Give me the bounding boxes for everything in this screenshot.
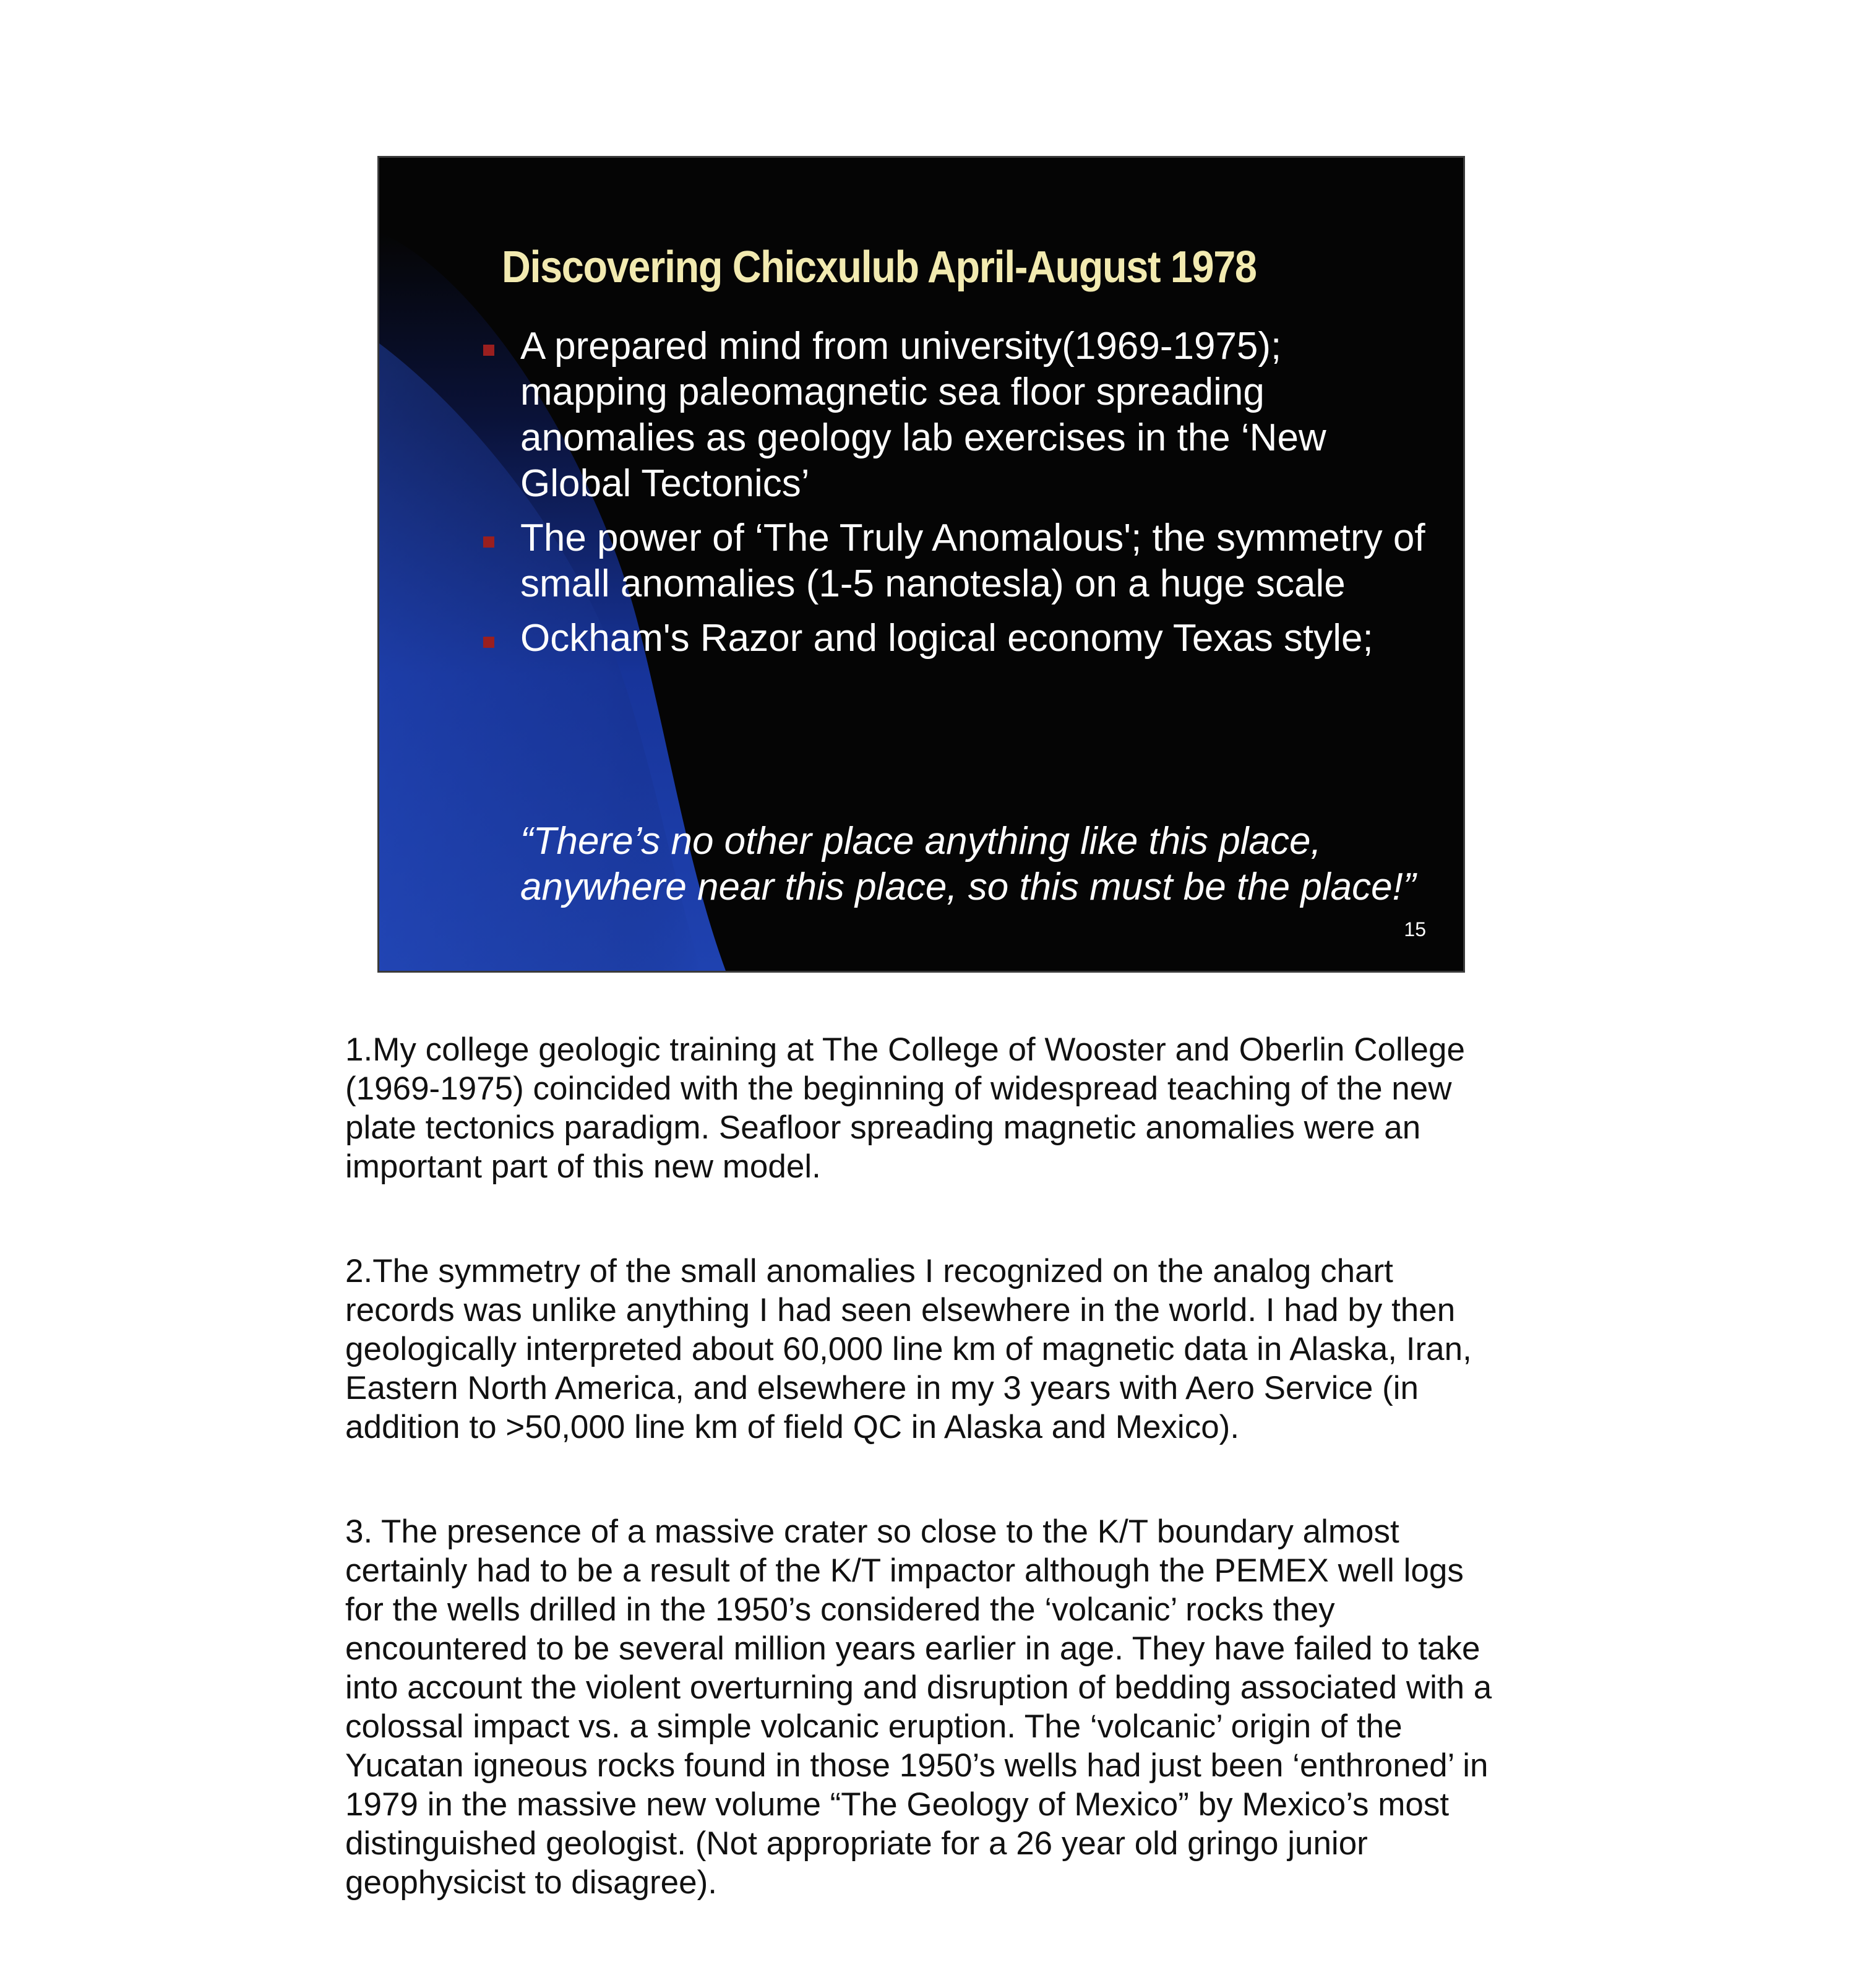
presentation-slide [377, 156, 1465, 973]
speaker-notes [345, 1030, 1496, 1968]
slide-quote: “There’s no other place anything like this place, anywhere near this place, so this must be the place!” [520, 820, 1416, 908]
square-bullet-icon [483, 536, 494, 548]
note-paragraph: 2.The symmetry of the small anomalies I recognized on the analog chart records was unlike anything I had seen elsewhere in the world. I had by then geologically interpreted about 60,000 line km of magnetic data in Alaska, Iran, Eastern North America, and elsewhere in my 3 years with Aero Service (in addition to >50,000 line km of field QC in Alaska and Mexico). [345, 1253, 1472, 1445]
square-bullet-icon [483, 345, 494, 356]
slide-bullet-list [520, 324, 1448, 670]
slide-bullet-text: A prepared mind from university(1969-1975); mapping paleomagnetic sea floor spreading anomalies as geology lab exercises in the ‘New Global Tectonics’ [520, 325, 1326, 505]
slide-bullet [520, 616, 1436, 661]
note-paragraph: 1.My college geologic training at The College of Wooster and Oberlin College (1969-1975) coincided with the beginning of widespread teaching of the new plate tectonics paradigm. Seafloor spreading magnetic anomalies were an important part of this new model. [345, 1031, 1465, 1185]
slide-bullet [520, 515, 1436, 607]
slide-number: 15 [1404, 918, 1426, 940]
slide-bullet [520, 324, 1436, 507]
square-bullet-icon [483, 637, 494, 648]
slide-bullet-text: The power of ‘The Truly Anomalous'; the symmetry of small anomalies (1-5 nanotesla) on a huge scale [520, 517, 1425, 605]
note-paragraph: 3. The presence of a massive crater so close to the K/T boundary almost certainly had to be a result of the K/T impactor although the PEMEX well logs for the wells drilled in the 1950’s considered the ‘volcanic’ rocks they encountered to be several million years earlier in age. They have failed to take into account the violent overturning and disruption of bedding associated with a colossal impact vs. a simple volcanic eruption. The ‘volcanic’ origin of the Yucatan igneous rocks found in those 1950’s wells had just been ‘enthroned’ in 1979 in the massive new volume “The Geology of Mexico” by Mexico’s most distinguished geologist. (Not appropriate for a 26 year old gringo junior geophysicist to disagree). [345, 1513, 1492, 1901]
slide-title: Discovering Chicxulub April-August 1978 [502, 243, 1257, 292]
slide-bullet-text: Ockham's Razor and logical economy Texas style; [520, 617, 1373, 660]
